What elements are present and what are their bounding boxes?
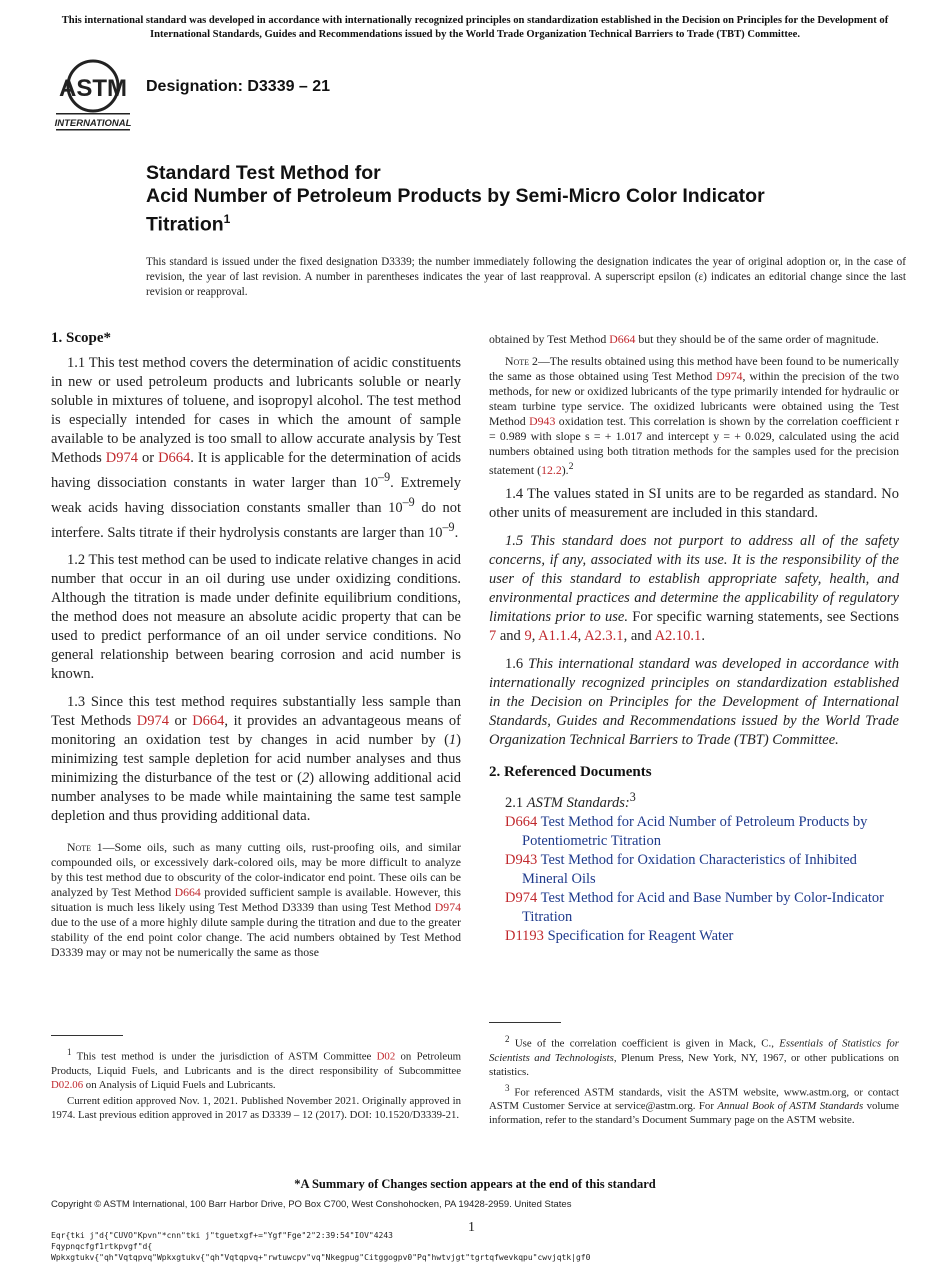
footnote-rule-left (51, 1035, 123, 1036)
link-d664[interactable]: D664 (192, 713, 225, 730)
footnote-rule-right (489, 1022, 561, 1023)
footnote-3: $^3$ For referenced ASTM standards, visit the ASTM website, www.astm.org, or contact ASTM Customer Service at service@astm.org. For Annual Book of ASTM Standards volume information, refer to the standard’s Document Summary page on the ASTM website. (489, 1082, 899, 1127)
tbt-notice: This international standard was developed in accordance with internationally recognized principles on standardization established in the Decision on Principles for the Development of International Standards, Guides and Recommendations issued by the World Trade Organization Technical Barriers to Trade (TBT) Committee. (61, 15, 889, 40)
reference-d1193[interactable]: D1193 Specification for Reagent Water (505, 927, 734, 944)
title-line2: Acid Number of Petroleum Products by Semi-Micro Color Indicator Titration$^1$ (146, 185, 765, 236)
astm-logo (52, 58, 134, 132)
section-scope-heading: 1. Scope* (51, 330, 111, 346)
link-d943[interactable]: D943 (529, 414, 556, 428)
left-column (51, 330, 461, 967)
summary-of-changes-note: *A Summary of Changes section appears at the end of this standard (294, 1177, 656, 1191)
link-d974[interactable]: D974 (136, 713, 170, 730)
para-1-3: 1.3 Since this test method requires substantially less sample than Test Methods D974 or D664, it provides an advantageous means of monitoring an oxidation test by changes in acid number by (1) minimizing test sample depletion for acid number analyses and thus minimizing the disturbance of the test or (2) allowing additional acid number analyses to be made while maintaining the same test sample depletion and thus providing additional data. (51, 694, 461, 825)
note-1: Note 1—Some oils, such as many cutting oils, rust-proofing oils, and similar compounded oils, or excessively dark-colored oils, may be more difficult to analyze by this test method due to obscurity of the color-indicator end point. These oils can be analyzed by Test Method D664 provided sufficient sample is available. However, this situation is much less likely using Test Method D3339 than using Test Method D974 due to the use of a more highly dilute sample during the titration and due to the greater stability of the end point color change. The acid numbers obtained by Test Method D3339 may or may not be numerically the same as those (51, 840, 462, 960)
link-a1-1-4[interactable]: A1.1.4 (538, 627, 578, 644)
link-d974[interactable]: D974 (434, 900, 461, 915)
page-number: 1 (468, 1220, 475, 1235)
note-2: Note 2—The results obtained using this method have been found to be numerically the same as those obtained using Test Method D974, within the precision of the two methods, for new or oxidized lubricants of the type primarily intended for hydraulic or steam turbine type service. The oxidized lubricants were obtained using the Test Method D943 oxidation test. This correlation is shown by the correlation coefficient r = 0.989 with slope s = + 1.017 and intercept y = + 0.029, calculated using the acid numbers obtained using both titration methods for the samples used for the precision statement (12.2).$^2$ (489, 354, 899, 477)
link-d664[interactable]: D664 (174, 885, 201, 900)
logo-wordmark: ASTM (59, 75, 127, 102)
link-d664[interactable]: D664 (158, 450, 191, 466)
footnote-2: $^2$ Use of the correlation coefficient is given in Mack, C., Essentials of Statistics for Scientists and Technologists, Plenum Press, New York, NY, 1967, or other publications on statistics. (489, 1034, 899, 1078)
license-stamp (51, 1230, 771, 1263)
link-d974[interactable]: D974 (716, 369, 743, 383)
link-d664[interactable]: D664 (609, 332, 636, 346)
link-section-7[interactable]: 7 (489, 627, 497, 644)
document-title (146, 162, 846, 237)
footnote-edition: Current edition approved Nov. 1, 2021. Published November 2021. Originally approved in 1974. Last previous edition approved in 2017 as D3339 – 12 (2017). DOI: 10.1520/D3339-21. (51, 1094, 461, 1121)
issue-note: This standard is issued under the fixed designation D3339; the number immediately following the designation indicates the year of original adoption or, in the case of revision, the year of last revision. A number in parentheses indicates the year of last reapproval. A superscript epsilon (ε) indicates an editorial change since the last revision or reapproval. (146, 256, 906, 298)
link-a2-10-1[interactable]: A2.10.1 (654, 627, 702, 644)
copyright-line: Copyright © ASTM International, 100 Barr Harbor Drive, PO Box C700, West Conshohocken, PA 19428-2959. United States (51, 1199, 572, 1210)
reference-d664[interactable]: D664 Test Method for Acid Number of Petroleum Products by Potentiometric Titration (505, 813, 868, 849)
logo-subtitle: INTERNATIONAL (54, 118, 132, 129)
license-line: Eqr{tki j"d{"CUVO"Kpvn"*cnn"tki j"tguetxgf+="Ygf"Fge"2"2:39:54"IOV"4243 (51, 1231, 393, 1240)
reference-d974[interactable]: D974 Test Method for Acid and Base Number by Color-Indicator Titration (505, 889, 885, 925)
title-line1: Standard Test Method for (146, 162, 381, 184)
link-section-12-2[interactable]: 12.2 (541, 462, 562, 477)
link-a2-3-1[interactable]: A2.3.1 (584, 627, 624, 644)
designation: Designation: D3339 – 21 (146, 78, 331, 95)
footnotes-left (51, 1045, 461, 1124)
para-1-5: 1.5 This standard does not purport to address all of the safety concerns, if any, associated with its use. It is the responsibility of the user of this standard to establish appropriate safety, health, and environmental practices and determine the applicability of regulatory limitations prior to use. For specific warning statements, see Sections 7 and 9, A1.1.4, A2.3.1, and A2.10.1. (489, 532, 899, 644)
astm-standards-subheading: 2.1 ASTM Standards:$^3$ (505, 789, 636, 811)
link-d02-06[interactable]: D02.06 (51, 1078, 84, 1091)
link-d974[interactable]: D974 (105, 450, 138, 466)
footnote-1: $^1$ This test method is under the jurisdiction of ASTM Committee D02 on Petroleum Products, Liquid Fuels, and Lubricants and is the direct responsibility of Subcommittee D02.06 on Analysis of Liquid Fuels and Lubricants. (51, 1047, 461, 1091)
title-footnote-mark: 1 (223, 212, 231, 226)
license-line: Wpkxgtukv{"qh"Vqtqpvq"Wpkxgtukv{"qh"Vqtqpvq+"rwtuwcpv"vq"Nkegpug"Citggogpv0"Pq"hwtvjgt"tgrtqfwevkqpu"cwvjqtk|gf0 (51, 1253, 591, 1262)
para-1-6: 1.6 This international standard was developed in accordance with internationally recognized principles on standardization established in the Decision on Principles for the Development of International Standards, Guides and Recommendations issued by the World Trade Organization Technical Barriers to Trade (TBT) Committee. (489, 655, 899, 748)
link-section-9[interactable]: 9 (524, 627, 532, 644)
para-1-4: 1.4 The values stated in SI units are to be regarded as standard. No other units of measurement are included in this standard. (489, 485, 899, 521)
para-1-2: 1.2 This test method can be used to indicate relative changes in acid number that occur in an oil during use under oxidizing conditions. Although the titration is made under definite equilibrium conditions, the method does not measure an absolute acidic property that can be used to predict performance of an oil under service conditions. No general relationship between bearing corrosion and acid number is known. (51, 552, 461, 683)
link-d02[interactable]: D02 (376, 1050, 396, 1063)
para-1-1: 1.1 This test method covers the determination of acidic constituents in new or used petroleum products and lubricants soluble or nearly soluble in mixtures of toluene, and isopropyl alcohol. The test method is especially intended for cases in which the amount of sample available to be analyzed is too small to allow accurate analysis by Test Methods D974 or D664. It is applicable for the determination of acids having dissociation constants in water larger than $10^{-9}$. Extremely weak acids having dissociation constants smaller than $10^{-9}$ do not interfere. Salts titrate if their hydrolysis constants are larger than $10^{-9}$. (51, 355, 462, 541)
license-line: Fqypnqcfgf1rtkpvgf"d{ (51, 1242, 153, 1251)
footnotes-right (489, 1032, 899, 1129)
right-column (489, 332, 899, 946)
reference-d943[interactable]: D943 Test Method for Oxidation Characteristics of Inhibited Mineral Oils (505, 851, 857, 887)
section-references-heading: 2. Referenced Documents (489, 763, 652, 780)
note-1-continued: obtained by Test Method D664 but they should be of the same order of magnitude. (489, 332, 879, 346)
